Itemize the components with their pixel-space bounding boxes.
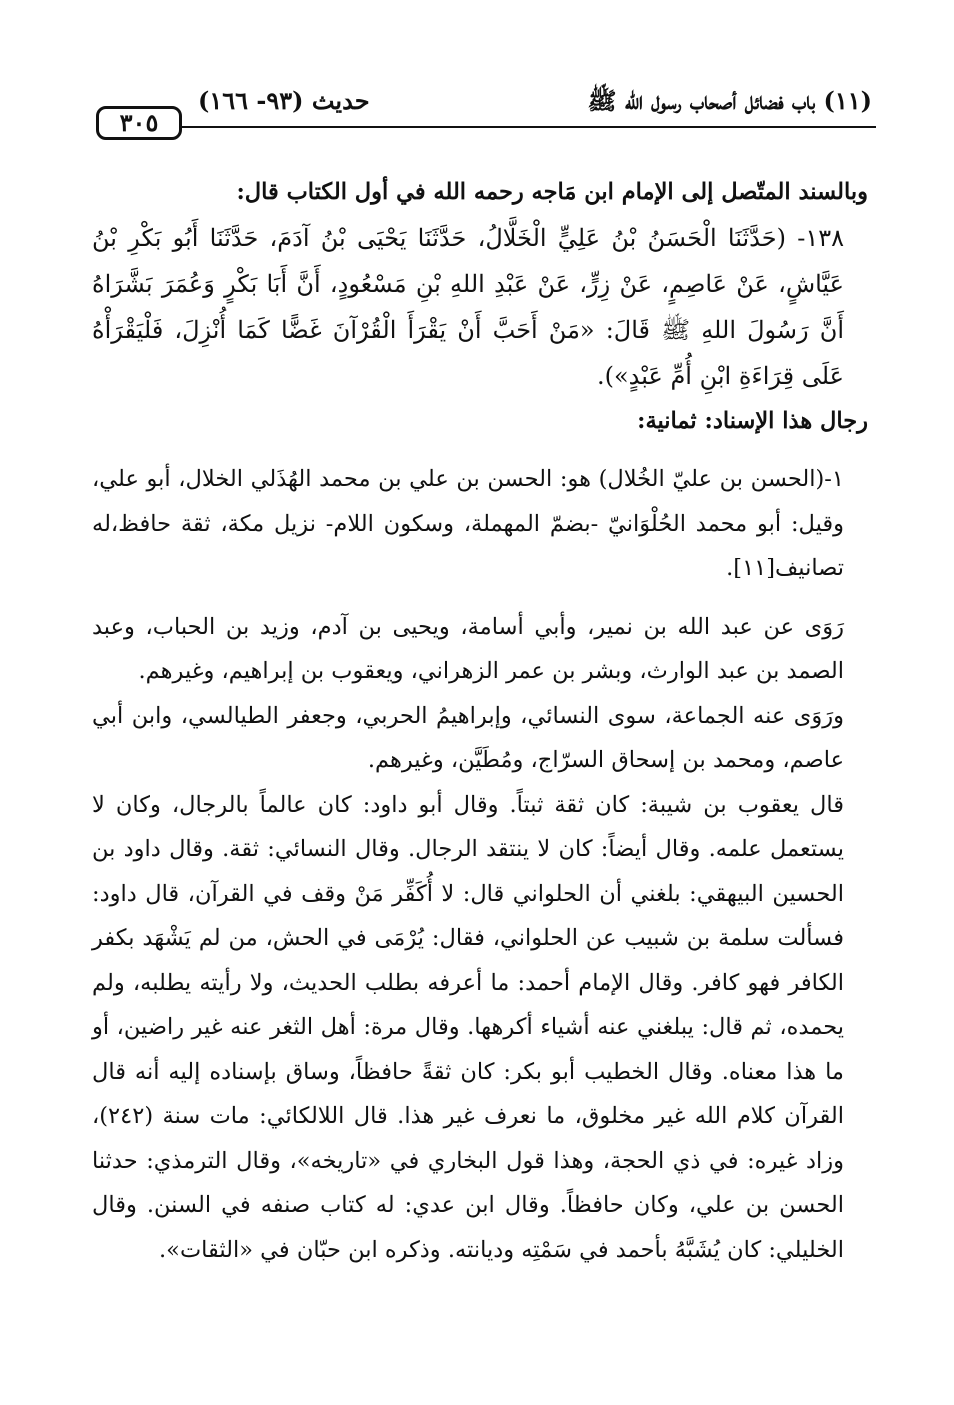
- hadith-range: حديث (٩٣- ١٦٦): [198, 86, 370, 115]
- chapter-title: (١١) باب فضائل أصحاب رسول الله ﷺ: [587, 86, 872, 115]
- page-number: ٣٠٥: [96, 106, 182, 140]
- running-header: [86, 86, 876, 138]
- scholar-opinions-paragraph: قال يعقوب بن شيبة: كان ثقة ثبتاً. وقال أبو داود: كان عالماً بالرجال، وكان لا يستعمل علمه. وقال أيضاً: كان لا ينتقد الرجال. وقال النسائي: ثقة. وقال داود بن الحسين البيهقي: بلغني أن الحلواني قال: لا أُكَفِّر مَنْ وقف في القرآن، قال داود: فسألت سلمة بن شبيب عن الحلواني، فقال: يُرْمَى في الحش، من لم يَشْهَد بكفر الكافر فهو كافر. وقال الإمام أحمد: ما أعرفه بطلب الحديث، ولا رأيته يطلبه، ولم يحمده، ثم قال: يبلغني عنه أشياء أكرهها. وقال مرة: أهل الثغر عنه غير راضين، أو ما هذا معناه. وقال الخطيب أبو بكر: كان ثقةً حافظاً، وساق بإسناده إليه أنه قال القرآن كلام الله غير مخلوق، ما نعرف غير هذا. قال اللالكائي: مات سنة (٢٤٢)، وزاد غيره: في ذي الحجة، وهذا قول البخاري في «تاريخه»، وقال الترمذي: حدثنا الحسن بن علي، وكان حافظاً. وقال ابن عدي: له كتاب صنفه في السنن. وقال الخليلي: كان يُشَبَّهُ بأحمد في سَمْتِه وديانته. وذكره ابن حبّان في «الثقات».: [92, 791, 844, 1263]
- rawa-an-paragraph: رَوَى عن عبد الله بن نمير، وأبي أسامة، ويحيى بن آدم، وزيد بن الحباب، وعبد الصمد بن عبد الوارث، وبشر بن عمر الزهراني، ويعقوب بن إبراهيم، وغيرهم.: [92, 613, 844, 684]
- narrator-entry: ١-(الحسن بن عليّ الخُلال) هو: الحسن بن علي بن محمد الهُذَلي الخلال، أبو علي، وقيل: أبو محمد الحُلْوَانيّ -بضمّ المهملة، وسكون اللام- نزيل مكة، ثقة حافظ،له تصانيف[١١].: [92, 466, 844, 581]
- main-text: [92, 170, 868, 1272]
- hadith-text: ١٣٨- (حَدَّثَنَا الْحَسَنُ بْنُ عَلِيٍّ الْخَلَّالُ، حَدَّثَنَا يَحْيَى بْنُ آدَمَ، حَدَّثَنَا أَبُو بَكْرِ بْنُ عَيَّاشٍ، عَنْ عَاصِمٍ، عَنْ زِرٍّ، عَنْ عَبْدِ اللهِ بْنِ مَسْعُودٍ، أَنَّ أَبَا بَكْرٍ وَعُمَرَ بَشَّرَاهُ أَنَّ رَسُولَ اللهِ ﷺ قَالَ: «مَنْ أَحَبَّ أَنْ يَقْرَأَ الْقُرْآنَ غَضًّا كَمَا أُنْزِلَ، فَلْيَقْرَأْهُ عَلَى قِرَاءَةِ ابْنِ أُمِّ عَبْدٍ»).: [92, 223, 844, 390]
- rawa-anhu-paragraph: ورَوَى عنه الجماعة، سوى النسائي، وإبراهيمُ الحربي، وجعفر الطيالسي، وابن أبي عاصم، ومحمد بن إسحاق السرّاج، ومُطَيَّن، وغيرهم.: [92, 702, 844, 773]
- sanad-intro: وبالسند المتّصل إلى الإمام ابن مَاجه رحمه الله في أول الكتاب قال:: [236, 179, 868, 205]
- header-rule: [182, 126, 876, 128]
- rijal-heading: رجال هذا الإسناد: ثمانية:: [637, 407, 868, 434]
